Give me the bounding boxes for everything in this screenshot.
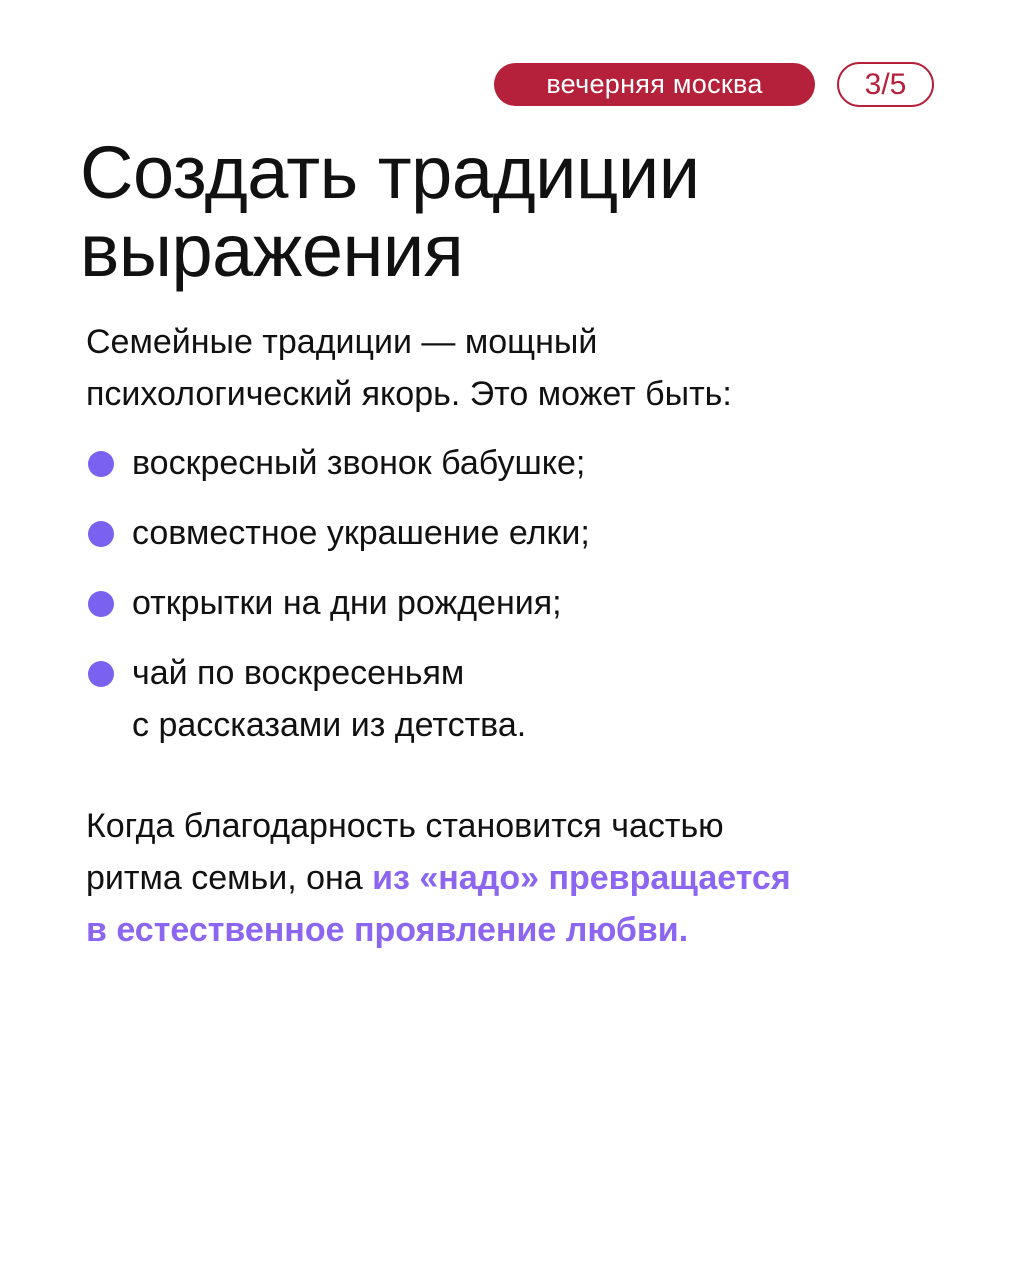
list-item-text: воскресный звонок бабушке; — [132, 444, 586, 482]
page-title — [80, 131, 700, 292]
conclusion-line-2 — [86, 852, 966, 904]
intro-line-1: Семейные традиции — мощный — [86, 323, 598, 361]
list-item-text: чай по воскресеньям — [132, 654, 465, 692]
brand-badge: вечерняя москва — [494, 63, 815, 106]
bullet-dot-icon — [88, 521, 114, 547]
list-item — [86, 507, 590, 559]
intro-line-2: психологический якорь. Это может быть: — [86, 375, 732, 413]
bullet-dot-icon — [88, 591, 114, 617]
list-item — [86, 577, 590, 629]
title-line-1: Создать традиции — [80, 131, 700, 214]
list-item-text: совместное украшение елки; — [132, 514, 590, 552]
title-line-2: выражения — [80, 209, 464, 292]
page-counter: 3/5 — [837, 62, 934, 107]
traditions-list — [86, 437, 590, 769]
conclusion-highlight-line-3: в естественное проявление любви. — [86, 911, 689, 949]
conclusion-plain-text: ритма семьи, она — [86, 859, 373, 897]
bullet-dot-icon — [88, 661, 114, 687]
list-item — [86, 437, 590, 489]
conclusion-paragraph — [86, 800, 966, 956]
intro-paragraph — [86, 316, 966, 420]
bullet-dot-icon — [88, 451, 114, 477]
conclusion-line-1: Когда благодарность становится частью — [86, 807, 724, 845]
conclusion-highlight: из «надо» превращается — [372, 859, 791, 897]
list-item-text: открытки на дни рождения; — [132, 584, 562, 622]
header — [494, 62, 934, 107]
list-item — [86, 647, 590, 751]
list-item-text-continued: с рассказами из детства. — [132, 706, 527, 744]
